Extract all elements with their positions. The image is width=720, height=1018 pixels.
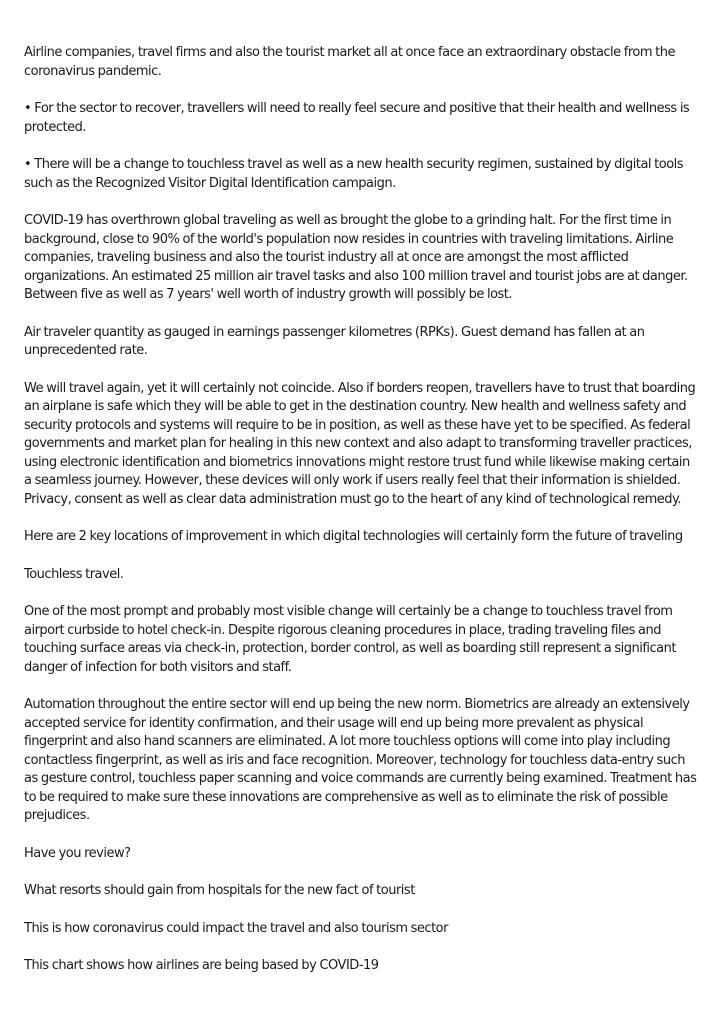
related-link-airlines-chart: This chart shows how airlines are being based by COVID-19	[24, 958, 379, 973]
intro-paragraph: Airline companies, travel firms and also the tourist market all at once face an extraordinary obstacle from the coronavirus pandemic.	[24, 45, 676, 79]
document-body	[24, 44, 700, 995]
related-link-resorts: What resorts should gain from hospitals for the new fact of tourist	[24, 883, 415, 898]
rpk-paragraph: Air traveler quantity as gauged in earnings passenger kilometres (RPKs). Guest demand has fallen at an unprecedented rate.	[24, 324, 645, 358]
bullet-touchless-paragraph: • There will be a change to touchless travel as well as a new health security regimen, sustained by digital tools such as the Recognized Visitor Digital Identification campaign.	[24, 157, 684, 191]
travel-again-paragraph: We will travel again, yet it will certainly not coincide. Also if borders reopen, travellers have to trust that boarding an airplane is safe which they will be able to get in the destination country. New health and wellness safety and security protocols and systems will require to be in position, as well as these have yet to be specified. As federal governments and market plan for healing in this new context and also adapt to transforming traveller practices, using electronic identification and biometrics innovations might restore trust fund while likewise making certain a seamless journey. However, these devices will only work if users really feel that their information is shielded. Privacy, consent as well as clear data administration must go to the heart of any kind of technological remedy.	[24, 380, 696, 507]
key-locations-paragraph: Here are 2 key locations of improvement in which digital technologies will certainly form the future of traveling	[24, 529, 683, 544]
touchless-change-paragraph: One of the most prompt and probably most visible change will certainly be a change to touchless travel from airport curbside to hotel check-in. Despite rigorous cleaning procedures in place, trading traveling files and touching surface areas via check-in, protection, border control, as well as boarding still represent a significant danger of infection for both visitors and staff.	[24, 604, 676, 675]
touchless-travel-heading: Touchless travel.	[24, 566, 124, 582]
covid-impact-paragraph: COVID-19 has overthrown global traveling as well as brought the globe to a grinding halt. For the first time in background, close to 90% of the world's population now resides in countries with traveling limitations. Airline companies, traveling business and also the tourist industry all at once are amongst the most afflicted organizations. An estimated 25 million air travel tasks and also 100 million travel and tourist jobs are at danger. Between five as well as 7 years' well worth of industry growth will possibly be lost.	[24, 213, 688, 302]
have-you-review-line: Have you review?	[24, 845, 131, 861]
related-link-tourism-impact: This is how coronavirus could impact the travel and also tourism sector	[24, 920, 448, 936]
bullet-recovery-paragraph: • For the sector to recover, travellers will need to really feel secure and positive that their health and wellness is protected.	[24, 101, 690, 135]
automation-paragraph: Automation throughout the entire sector will end up being the new norm. Biometrics are already an extensively accepted service for identity confirmation, and their usage will end up being more prevalent as physical fingerprint and also hand scanners are eliminated. A lot more touchless options will come into play including contactless fingerprint, as well as iris and face recognition. Moreover, technology for touchless data-entry such as gesture control, touchless paper scanning and voice commands are currently being examined. Treatment has to be required to make sure these innovations are comprehensive as well as to eliminate the risk of possible prejudices.	[24, 697, 697, 823]
